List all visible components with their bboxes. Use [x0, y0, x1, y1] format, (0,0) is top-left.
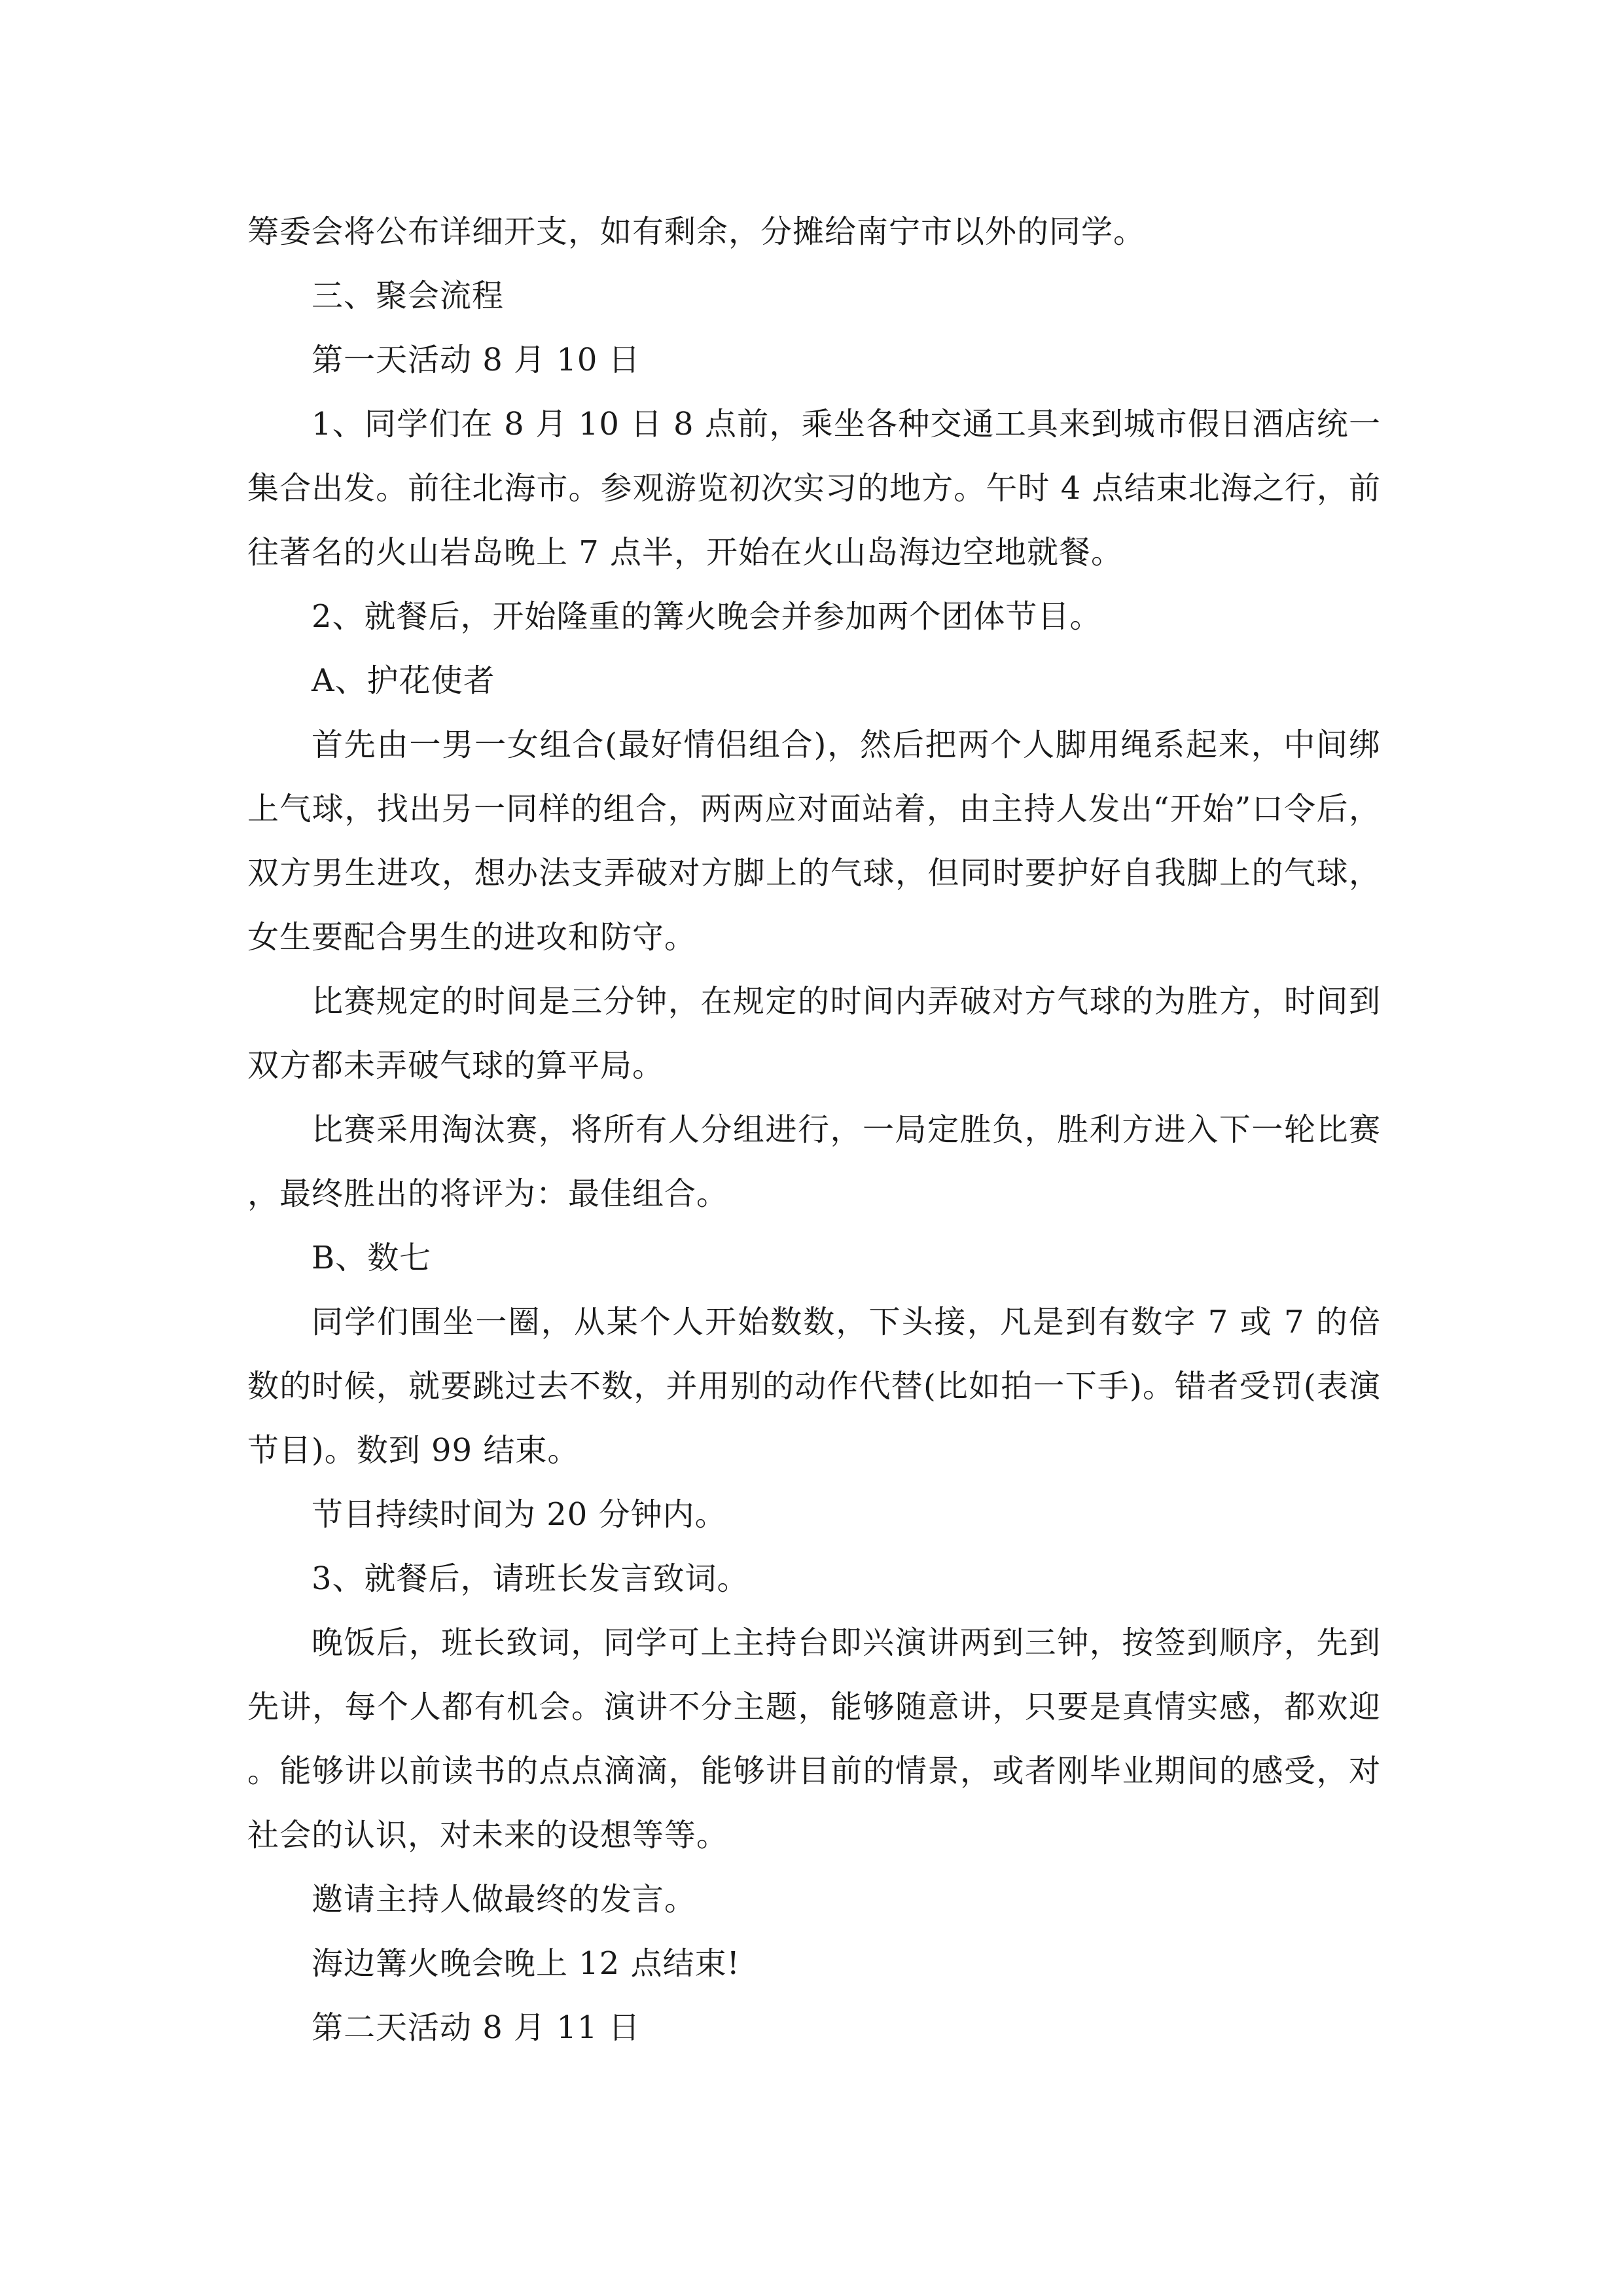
day-one-heading: 第一天活动 8 月 10 日	[312, 342, 641, 378]
day-two-heading: 第二天活动 8 月 11 日	[312, 2009, 641, 2046]
paragraph-expense-note: 筹委会将公布详细开支，如有剩余，分摊给南宁市以外的同学。	[247, 213, 1146, 250]
paragraph-day-one-schedule: 1、同学们在 8 月 10 日 8 点前，乘坐各种交通工具来到城市假日酒店统一集合出发。前往北海市。参观游览初次实习的地方。午时 4 点结束北海之行，前往著名的火山岩岛晚上 7 点半，开始在火山岛海边空地就餐。	[247, 406, 1381, 571]
paragraph-party-end: 海边篝火晚会晚上 12 点结束!	[312, 1945, 740, 1982]
paragraph-elimination-rules: 比赛采用淘汰赛，将所有人分组进行，一局定胜负，胜利方进入下一轮比赛，最终胜出的将评为：最佳组合。	[247, 1111, 1381, 1212]
paragraph-match-time-rules: 比赛规定的时间是三分钟，在规定的时间内弄破对方气球的为胜方，时间到双方都未弄破气球的算平局。	[247, 983, 1381, 1084]
game-heading-flower-guard: A、护花使者	[312, 662, 495, 699]
game-heading-count-seven: B、数七	[312, 1240, 432, 1276]
paragraph-count-seven-rules: 同学们围坐一圈，从某个人开始数数，下头接，凡是到有数字 7 或 7 的倍数的时候，就要跳过去不数，并用别的动作代替(比如拍一下手)。错者受罚(表演节目)。数到 99 结束。	[247, 1304, 1381, 1469]
paragraph-flower-guard-rules: 首先由一男一女组合(最好情侣组合)，然后把两个人脚用绳系起来，中间绑上气球，找出另一同样的组合，两两应对面站着，由主持人发出“开始”口令后，双方男生进攻，想办法支弄破对方脚上的气球，但同时要护好自我脚上的气球，女生要配合男生的进攻和防守。	[247, 726, 1381, 956]
paragraph-monitor-speech: 3、就餐后，请班长发言致词。	[312, 1560, 749, 1597]
section-heading-reunion-process: 三、聚会流程	[312, 278, 505, 314]
paragraph-after-dinner-speeches: 晚饭后，班长致词，同学可上主持台即兴演讲两到三钟，按签到顺序，先到先讲，每个人都有机会。演讲不分主题，能够随意讲，只要是真情实感，都欢迎。能够讲以前读书的点点滴滴，能够讲目前的情景，或者刚毕业期间的感受，对社会的认识，对未来的设想等等。	[247, 1624, 1381, 1854]
paragraph-program-duration: 节目持续时间为 20 分钟内。	[312, 1496, 727, 1533]
paragraph-bonfire-party: 2、就餐后，开始隆重的篝火晚会并参加两个团体节目。	[312, 598, 1102, 635]
document-body	[247, 200, 1381, 2060]
paragraph-host-final-speech: 邀请主持人做最终的发言。	[312, 1881, 697, 1918]
